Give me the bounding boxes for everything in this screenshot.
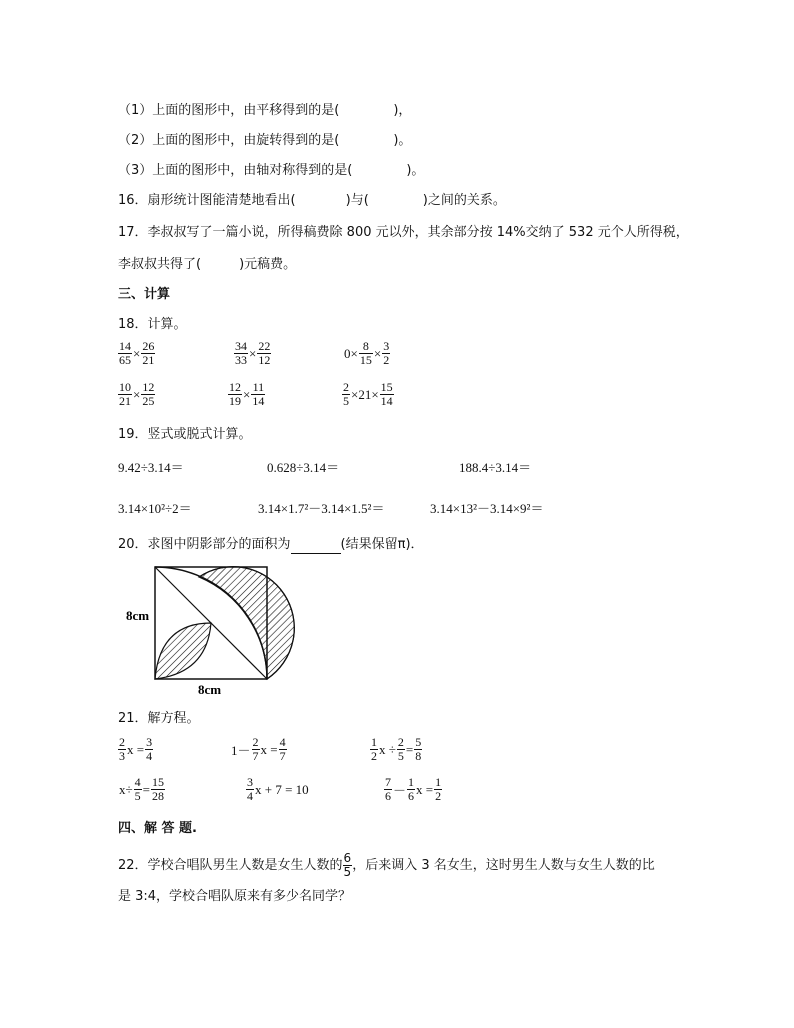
q15-sub1: （1）上面的图形中，由平移得到的是( )， bbox=[118, 103, 412, 118]
q18-expr-1: $\frac{14}{65}$ × $\frac{26}{21}$ bbox=[119, 339, 155, 367]
q21-eq-3: $\frac{1}{2}$ x ÷ $\frac{2}{5}$ = $\frac{5}{8}$ bbox=[371, 735, 422, 763]
q18-expr-5: $\frac{12}{19}$ × $\frac{11}{14}$ bbox=[229, 380, 265, 408]
q21-eq-4: x÷ $\frac{4}{5}$ = $\frac{15}{28}$ bbox=[119, 775, 164, 803]
q22-fraction: $\frac{6}{5}$ bbox=[343, 851, 352, 879]
question-20: 20．求图中阴影部分的面积为 (结果保留π)． bbox=[118, 537, 424, 552]
q19-r1-c3: 188.4÷3.14＝ bbox=[459, 460, 532, 475]
label-side-8cm: 8cm bbox=[126, 608, 150, 623]
question-17-line1: 17．李叔叔写了一篇小说，所得稿费除 800 元以外，其余部分按 14%交纳了 532 元个人所得税， bbox=[118, 225, 689, 240]
q15-sub2: （2）上面的图形中，由旋转得到的是( )。 bbox=[118, 133, 412, 148]
shaded-lens-lower bbox=[155, 623, 211, 679]
q21-eq-6: $\frac{7}{6}$ － $\frac{1}{6}$ x = $\frac{1}{2}$ bbox=[385, 775, 442, 803]
label-bottom-8cm: 8cm bbox=[198, 682, 222, 697]
question-17-line2: 李叔叔共得了( )元稿费。 bbox=[118, 257, 297, 272]
q19-r2-c2: 3.14×1.7²－3.14×1.5²＝ bbox=[258, 501, 385, 516]
question-22-line1: 22．学校合唱队男生人数是女生人数的 $\frac{6}{5}$ ，后来调入 3 名女生，这时男生人数与女生人数的比 bbox=[118, 851, 655, 879]
question-21-title: 21．解方程。 bbox=[118, 711, 200, 726]
q21-eq-2: 1－ $\frac{2}{7}$ x = $\frac{4}{7}$ bbox=[231, 735, 286, 763]
shaded-area-figure bbox=[120, 560, 300, 700]
q15-sub3-text: （3）上面的图形中，由轴对称得到的是( bbox=[118, 163, 353, 178]
q21-eq-5: $\frac{3}{4}$ x + 7 = 10 bbox=[247, 775, 309, 803]
q18-expr-4: $\frac{10}{21}$ × $\frac{12}{25}$ bbox=[119, 380, 155, 408]
section-3-heading: 三、计算 bbox=[118, 287, 171, 302]
question-16: 16．扇形统计图能清楚地看出( )与( )之间的关系。 bbox=[118, 193, 506, 208]
q19-r1-c1: 9.42÷3.14＝ bbox=[118, 460, 184, 475]
shaded-crescent-upper bbox=[199, 567, 294, 679]
q15-sub1-text: （1）上面的图形中，由平移得到的是( bbox=[118, 103, 340, 118]
answer-blank bbox=[291, 539, 341, 554]
q19-r2-c1: 3.14×10²÷2＝ bbox=[118, 501, 192, 516]
q15-sub3: （3）上面的图形中，由轴对称得到的是( )。 bbox=[118, 163, 425, 178]
q18-expr-2: $\frac{34}{33}$ × $\frac{22}{12}$ bbox=[235, 339, 271, 367]
section-4-heading: 四、解 答 题. bbox=[118, 821, 197, 836]
question-22-line2: 是 3:4，学校合唱队原来有多少名同学？ bbox=[118, 889, 352, 904]
q19-r2-c3: 3.14×13²－3.14×9²＝ bbox=[430, 501, 544, 516]
q15-sub2-text: （2）上面的图形中，由旋转得到的是( bbox=[118, 133, 340, 148]
q19-r1-c2: 0.628÷3.14＝ bbox=[267, 460, 340, 475]
q21-eq-1: $\frac{2}{3}$ x = $\frac{3}{4}$ bbox=[119, 735, 153, 763]
question-18-title: 18．计算。 bbox=[118, 317, 187, 332]
q18-expr-3: 0× $\frac{8}{15}$ × $\frac{3}{2}$ bbox=[344, 339, 390, 367]
q18-expr-6: $\frac{2}{5}$ ×21× $\frac{15}{14}$ bbox=[343, 380, 393, 408]
question-19-title: 19．竖式或脱式计算。 bbox=[118, 427, 252, 442]
